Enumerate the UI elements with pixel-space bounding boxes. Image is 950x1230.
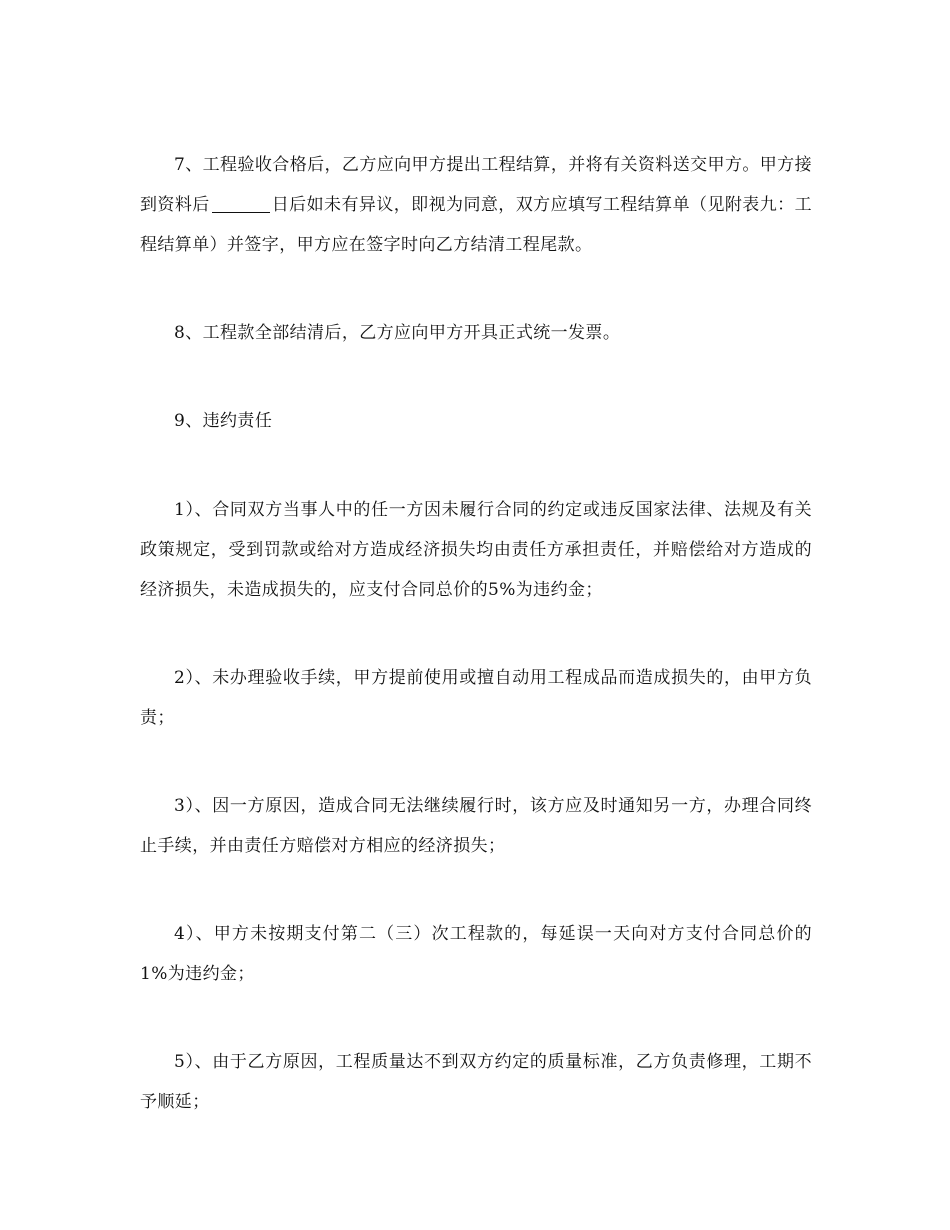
document-page bbox=[140, 145, 812, 1122]
paragraph-settlement bbox=[140, 145, 812, 265]
paragraph-settlement-text-a: 7、工程验收合格后，乙方应向甲方提出工程结算，并将有关资料送交甲方。甲方接到资料后 bbox=[140, 155, 812, 215]
paragraph-settlement-text-b: 日后如未有异议，即视为同意，双方应填写工程结算单（见附表九：工程结算单）并签字，甲方应在签字时向乙方结清工程尾款。 bbox=[140, 195, 812, 255]
clause-breach-3: 3）、因一方原因，造成合同无法继续履行时，该方应及时通知另一方，办理合同终止手续，并由责任方赔偿对方相应的经济损失； bbox=[140, 796, 812, 856]
clause-breach-1: 1）、合同双方当事人中的任一方因未履行合同的约定或违反国家法律、法规及有关政策规定，受到罚款或给对方造成经济损失均由责任方承担责任，并赔偿给对方造成的经济损失，未造成损失的，应支付合同总价的5%为违约金； bbox=[140, 500, 812, 600]
section-heading-breach: 9、违约责任 bbox=[174, 411, 273, 431]
paragraph-invoice: 8、工程款全部结清后，乙方应向甲方开具正式统一发票。 bbox=[174, 323, 621, 343]
clause-breach-5: 5）、由于乙方原因，工程质量达不到双方约定的质量标准，乙方负责修理，工期不予顺延； bbox=[140, 1052, 812, 1112]
clause-breach-4: 4）、甲方未按期支付第二（三）次工程款的，每延误一天向对方支付合同总价的1%为违约金； bbox=[140, 924, 812, 984]
clause-breach-2: 2）、未办理验收手续，甲方提前使用或擅自动用工程成品而造成损失的，由甲方负责； bbox=[140, 668, 812, 728]
fill-in-blank-days bbox=[212, 194, 270, 213]
